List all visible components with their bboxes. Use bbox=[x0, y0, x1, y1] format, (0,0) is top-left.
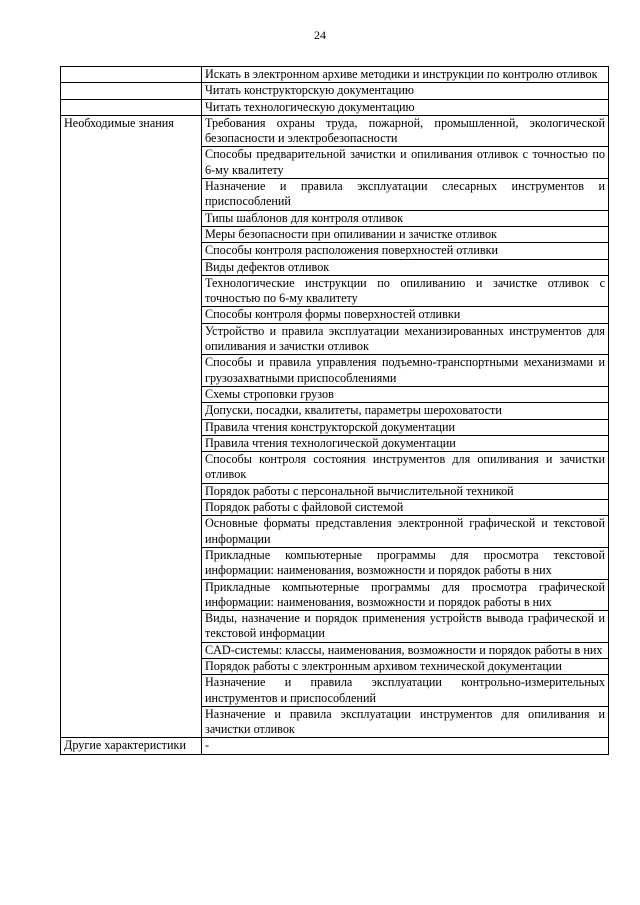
knowledge-item: Способы контроля расположения поверхностей отливки bbox=[202, 243, 609, 259]
table-row bbox=[61, 83, 609, 99]
other-characteristics-value: - bbox=[202, 738, 609, 754]
table-row bbox=[61, 738, 609, 754]
knowledge-item: Способы контроля формы поверхностей отливки bbox=[202, 307, 609, 323]
row-label-empty bbox=[61, 99, 202, 115]
knowledge-item: Схемы строповки грузов bbox=[202, 386, 609, 402]
knowledge-item: Назначение и правила эксплуатации контрольно-измерительных инструментов и приспособлений bbox=[202, 675, 609, 707]
skill-item: Искать в электронном архиве методики и инструкции по контролю отливок bbox=[202, 67, 609, 83]
knowledge-item: Требования охраны труда, пожарной, промышленной, экологической безопасности и электробезопасности bbox=[202, 115, 609, 147]
knowledge-item: Способы предварительной зачистки и опиливания отливок с точностью по 6-му квалитету bbox=[202, 147, 609, 179]
other-characteristics-label: Другие характеристики bbox=[61, 738, 202, 754]
knowledge-item: CAD-системы: классы, наименования, возможности и порядок работы в них bbox=[202, 642, 609, 658]
knowledge-item: Назначение и правила эксплуатации слесарных инструментов и приспособлений bbox=[202, 179, 609, 211]
knowledge-item: Меры безопасности при опиливании и зачистке отливок bbox=[202, 226, 609, 242]
knowledge-item: Типы шаблонов для контроля отливок bbox=[202, 210, 609, 226]
table-row bbox=[61, 67, 609, 83]
knowledge-item: Назначение и правила эксплуатации инструментов для опиливания и зачистки отливок bbox=[202, 706, 609, 738]
knowledge-item: Виды дефектов отливок bbox=[202, 259, 609, 275]
knowledge-item: Основные форматы представления электронной графической и текстовой информации bbox=[202, 516, 609, 548]
knowledge-item: Прикладные компьютерные программы для просмотра текстовой информации: наименования, возможности и порядок работы в них bbox=[202, 547, 609, 579]
row-label-empty bbox=[61, 83, 202, 99]
requirements-table bbox=[60, 66, 609, 755]
knowledge-item: Правила чтения конструкторской документации bbox=[202, 419, 609, 435]
knowledge-item: Устройство и правила эксплуатации механизированных инструментов для опиливания и зачистки отливок bbox=[202, 323, 609, 355]
row-label-empty bbox=[61, 67, 202, 83]
knowledge-item: Прикладные компьютерные программы для просмотра графической информации: наименования, возможности и порядок работы в них bbox=[202, 579, 609, 611]
skill-item: Читать технологическую документацию bbox=[202, 99, 609, 115]
knowledge-item: Способы контроля состояния инструментов для опиливания и зачистки отливок bbox=[202, 452, 609, 484]
knowledge-item: Технологические инструкции по опиливанию и зачистке отливок с точностью по 6-му квалитету bbox=[202, 275, 609, 307]
knowledge-item: Порядок работы с файловой системой bbox=[202, 500, 609, 516]
table-row bbox=[61, 99, 609, 115]
page-number: 24 bbox=[314, 28, 326, 42]
knowledge-item: Порядок работы с персональной вычислительной техникой bbox=[202, 483, 609, 499]
knowledge-item: Виды, назначение и порядок применения устройств вывода графической и текстовой информации bbox=[202, 611, 609, 643]
skill-item: Читать конструкторскую документацию bbox=[202, 83, 609, 99]
knowledge-item: Правила чтения технологической документации bbox=[202, 435, 609, 451]
knowledge-item: Порядок работы с электронным архивом технической документации bbox=[202, 658, 609, 674]
requirements-table-body bbox=[61, 67, 609, 755]
knowledge-item: Допуски, посадки, квалитеты, параметры шероховатости bbox=[202, 403, 609, 419]
knowledge-item: Способы и правила управления подъемно-транспортными механизмами и грузозахватными приспособлениями bbox=[202, 355, 609, 387]
knowledge-label: Необходимые знания bbox=[61, 115, 202, 738]
table-row bbox=[61, 115, 609, 147]
